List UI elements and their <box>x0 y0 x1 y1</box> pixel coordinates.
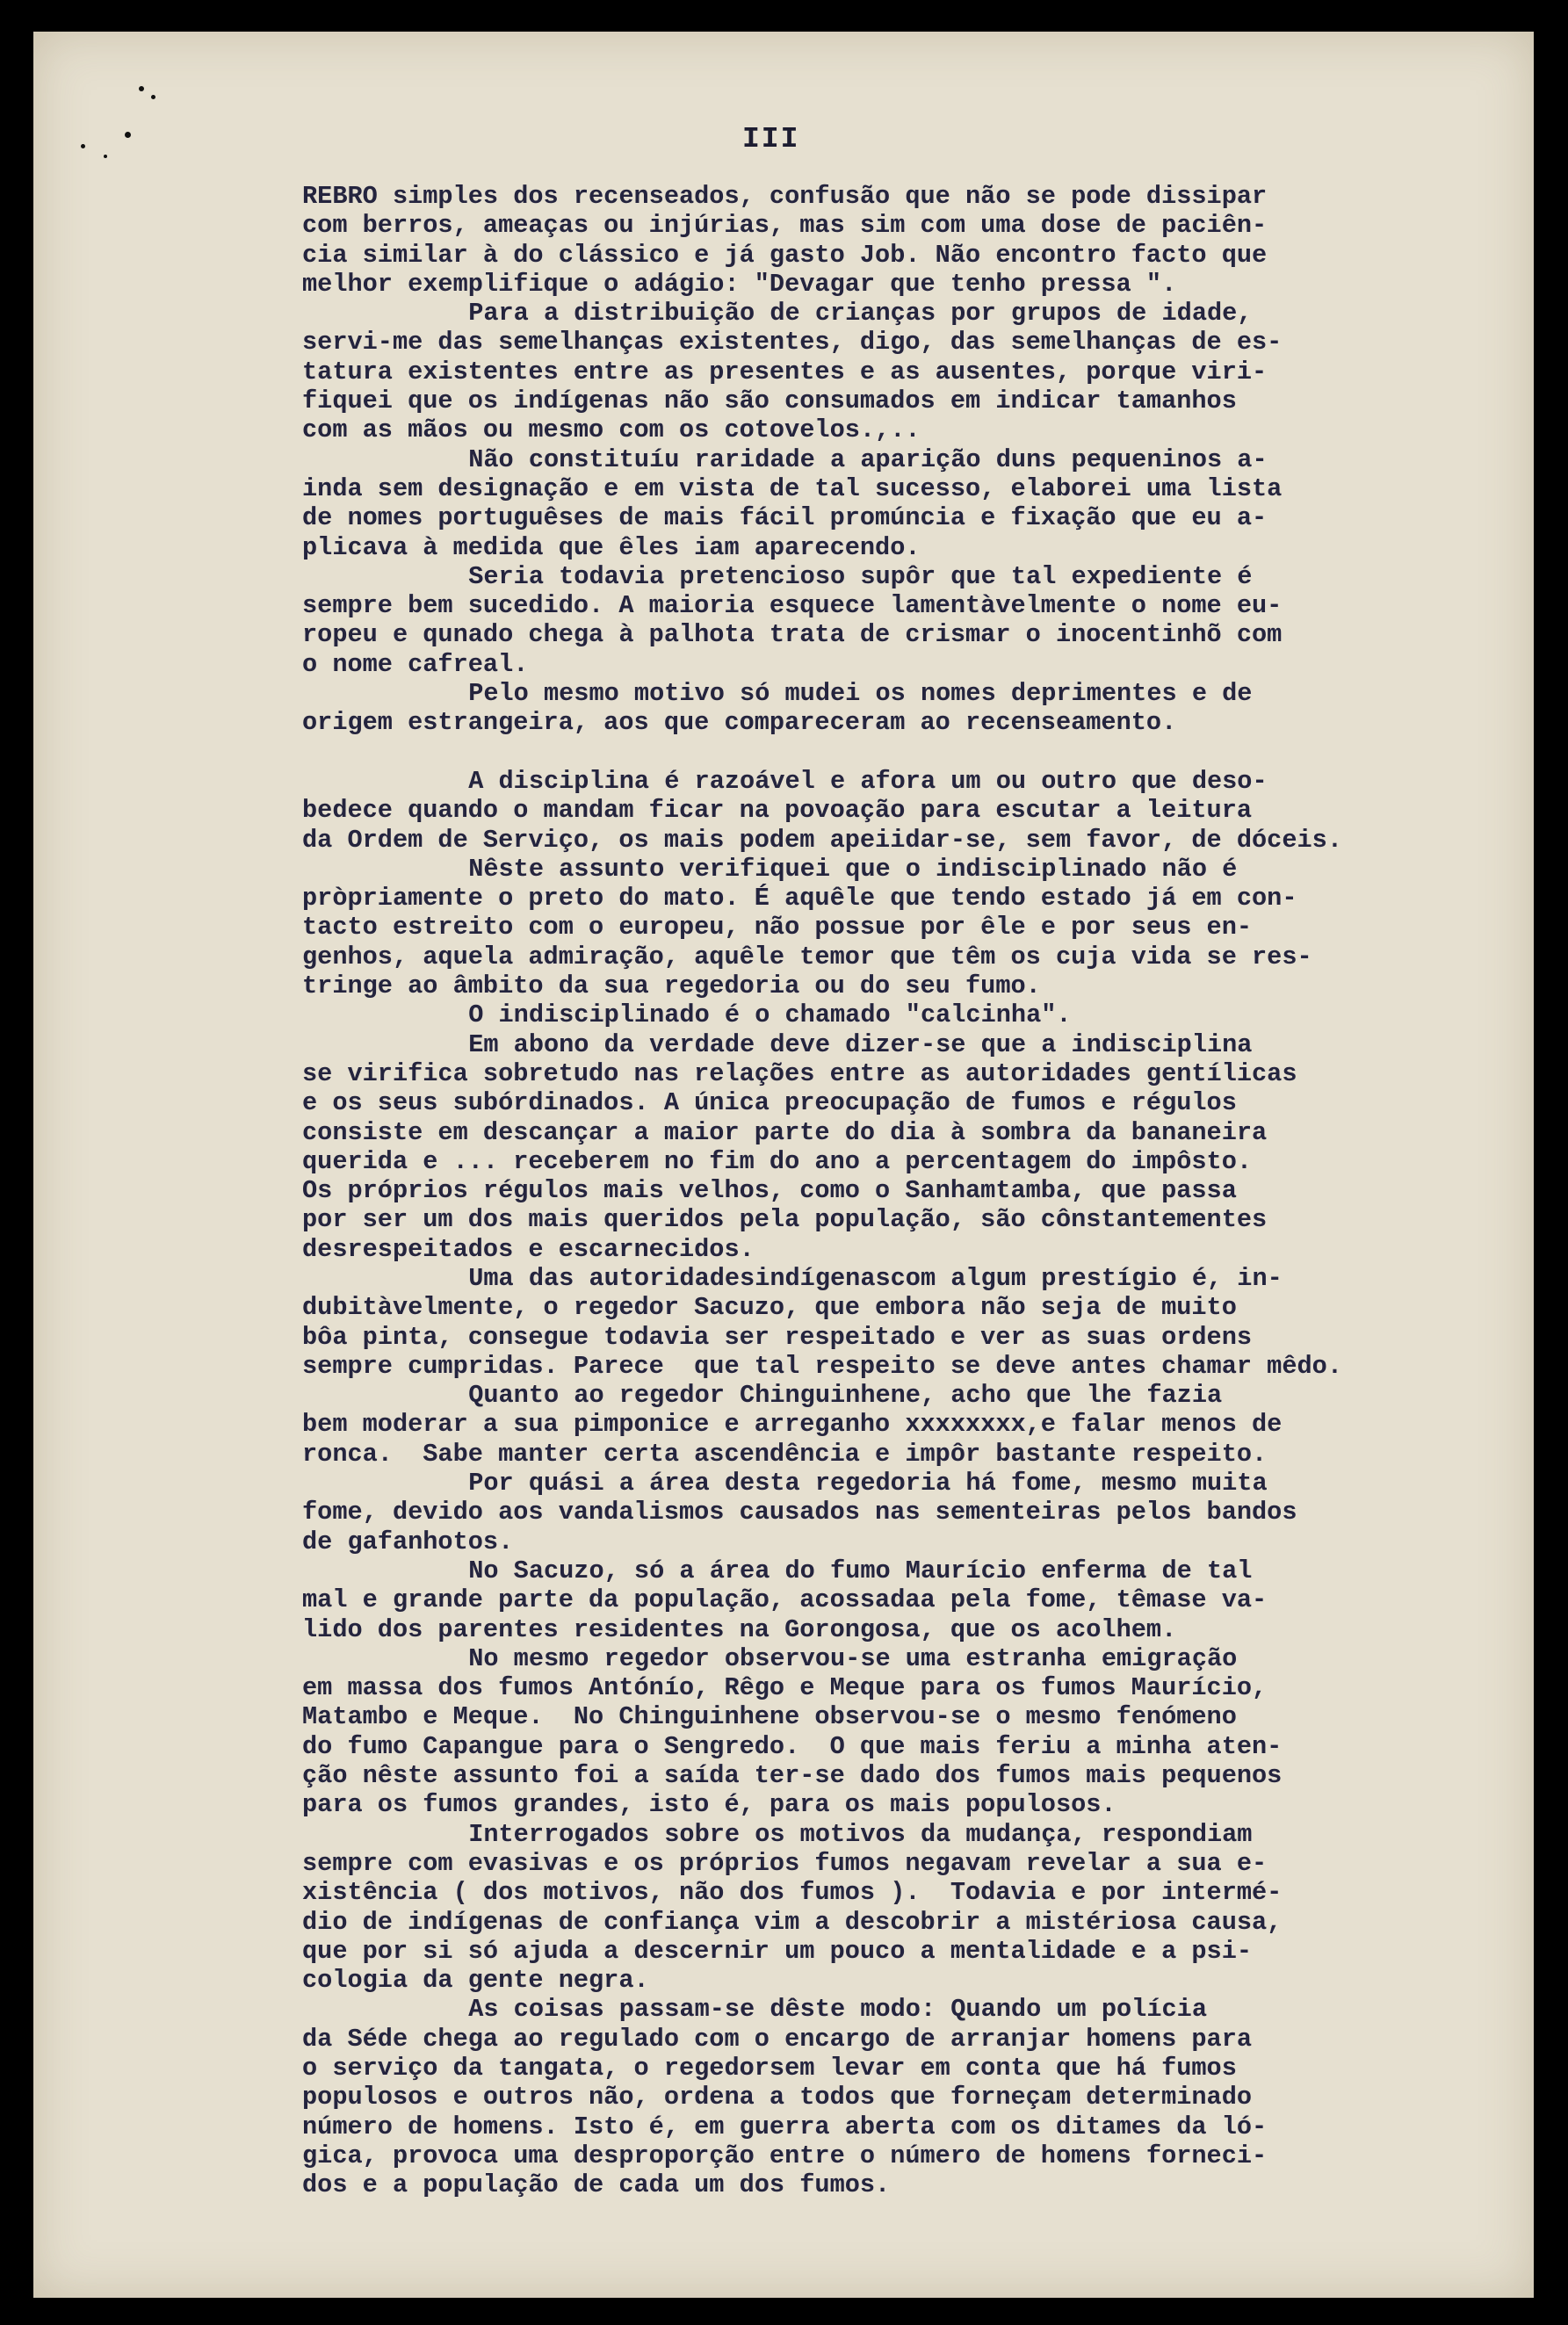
page-number: III <box>742 123 800 155</box>
text-line: mal e grande parte da população, acossadaa pela fome, têmase va- <box>302 1585 1268 1615</box>
text-line: tringe ao âmbito da sua regedoria ou do seu fumo. <box>302 971 1041 1001</box>
text-line: dio de indígenas de confiança vim a descobrir a mistériosa causa, <box>302 1907 1283 1937</box>
text-line: de nomes portuguêses de mais fácil promúncia e fixação que eu a- <box>302 503 1268 533</box>
text-line: O indisciplinado é o chamado "calcinha". <box>468 1000 1072 1030</box>
text-line: do fumo Capangue para o Sengredo. O que mais feriu a minha aten- <box>302 1731 1283 1761</box>
text-line: Os próprios régulos mais velhos, como o Sanhamtamba, que passa <box>302 1176 1237 1206</box>
text-line: As coisas passam-se dêste modo: Quando um polícia <box>468 1995 1207 2025</box>
text-line: da Ordem de Serviço, os mais podem apeiidar-se, sem favor, de dóceis. <box>302 825 1342 855</box>
text-line: No mesmo regedor observou-se uma estranha emigração <box>468 1643 1238 1673</box>
text-line: o nome cafreal. <box>302 649 529 679</box>
text-line: Para a distribuição de crianças por grupos de idade, <box>468 299 1253 329</box>
text-line: A disciplina é razoável e afora um ou outro que deso- <box>468 766 1268 796</box>
text-line: dos e a população de cada um dos fumos. <box>302 2170 891 2200</box>
ink-speck <box>81 144 85 148</box>
text-line: que por si só ajuda a descernir um pouco a mentalidade e a psi- <box>302 1936 1253 1966</box>
text-line: desrespeitados e escarnecidos. <box>302 1234 755 1264</box>
text-line: cologia da gente negra. <box>302 1966 649 1996</box>
text-line: fome, devido aos vandalismos causados nas sementeiras pelos bandos <box>302 1498 1297 1527</box>
text-line: Por quási a área desta regedoria há fome, mesmo muita <box>468 1469 1268 1498</box>
ink-speck <box>125 132 131 138</box>
text-line: gica, provoca uma desproporção entre o número de homens forneci- <box>302 2141 1268 2170</box>
text-line: ção nêste assunto foi a saída ter-se dado dos fumos mais pequenos <box>302 1761 1283 1791</box>
text-line: tatura existentes entre as presentes e as ausentes, porque viri- <box>302 357 1268 386</box>
ink-speck <box>151 95 155 99</box>
text-line: sempre cumpridas. Parece que tal respeito se deve antes chamar mêdo. <box>302 1351 1342 1381</box>
text-line: com as mãos ou mesmo com os cotovelos.,.. <box>302 415 921 445</box>
text-line: cia similar à do clássico e já gasto Job. Não encontro facto que <box>302 240 1268 270</box>
text-line: populosos e outros não, ordena a todos que forneçam determinado <box>302 2083 1253 2112</box>
text-line: Nêste assunto verifiquei que o indisciplinado não é <box>468 854 1238 884</box>
text-line: sempre com evasivas e os próprios fumos negavam revelar a sua e- <box>302 1848 1268 1878</box>
blank-line <box>302 738 1514 767</box>
ink-speck <box>139 86 144 91</box>
text-line: genhos, aquela admiração, aquêle temor que têm os cuja vida se res- <box>302 942 1312 971</box>
text-line: com berros, ameaças ou injúrias, mas sim com uma dose de paciên- <box>302 211 1268 241</box>
text-line: Em abono da verdade deve dizer-se que a indisciplina <box>468 1029 1253 1059</box>
text-line: origem estrangeira, aos que compareceram ao recenseamento. <box>302 708 1177 738</box>
text-line: Quanto ao regedor Chinguinhene, acho que lhe fazia <box>468 1381 1223 1411</box>
text-line: querida e ... receberem no fim do ano a percentagem do impôsto. <box>302 1146 1253 1176</box>
text-line: ronca. Sabe manter certa ascendência e impôr bastante respeito. <box>302 1439 1268 1469</box>
text-line: de gafanhotos. <box>302 1527 514 1556</box>
text-line: lido dos parentes residentes na Gorongosa, que os acolhem. <box>302 1614 1177 1644</box>
text-line: dubitàvelmente, o regedor Sacuzo, que embora não seja de muito <box>302 1293 1237 1323</box>
text-line: pròpriamente o preto do mato. É aquêle que tendo estado já em con- <box>302 884 1297 913</box>
text-line: melhor exemplifique o adágio: "Devagar que tenho pressa ". <box>302 269 1177 299</box>
ink-speck <box>104 155 107 158</box>
text-line: tacto estreito com o europeu, não possue por êle e por seus en- <box>302 913 1253 942</box>
text-line: Interrogados sobre os motivos da mudança, respondiam <box>468 1819 1253 1849</box>
text-line: Não constituíu raridade a aparição duns pequeninos a- <box>468 444 1268 474</box>
text-line: o serviço da tangata, o regedorsem levar em conta que há fumos <box>302 2054 1237 2083</box>
text-line: para os fumos grandes, isto é, para os mais populosos. <box>302 1790 1116 1820</box>
text-line: REBRO simples dos recenseados, confusão que não se pode dissipar <box>302 182 1268 211</box>
text-line: Matambo e Meque. No Chinguinhene observou-se o mesmo fenómeno <box>302 1702 1237 1732</box>
text-line: Uma das autoridadesindígenascom algum prestígio é, in- <box>468 1263 1283 1293</box>
text-line: bem moderar a sua pimponice e arreganho xxxxxxxx,e falar menos de <box>302 1410 1283 1440</box>
text-line: No Sacuzo, só a área do fumo Maurício enferma de tal <box>468 1556 1253 1585</box>
text-line: bedece quando o mandam ficar na povoação para escutar a leitura <box>302 796 1253 826</box>
text-line: consiste em descançar a maior parte do dia à sombra da bananeira <box>302 1117 1268 1147</box>
text-line: se virifica sobretudo nas relações entre as autoridades gentílicas <box>302 1058 1297 1088</box>
text-line: xistência ( dos motivos, não dos fumos ). Todavia e por intermé- <box>302 1878 1283 1908</box>
text-line: da Séde chega ao regulado com o encargo de arranjar homens para <box>302 2024 1253 2054</box>
text-line: inda sem designação e em vista de tal sucesso, elaborei uma lista <box>302 473 1283 503</box>
text-line: Seria todavia pretencioso supôr que tal expediente é <box>468 561 1253 591</box>
text-line: em massa dos fumos Antónío, Rêgo e Meque para os fumos Maurício, <box>302 1673 1268 1703</box>
text-line: número de homens. Isto é, em guerra aberta com os ditames da ló- <box>302 2112 1268 2141</box>
text-line: servi-me das semelhanças existentes, digo, das semelhanças de es- <box>302 328 1283 357</box>
document-body <box>302 182 1514 2199</box>
text-line: bôa pinta, consegue todavia ser respeitado e ver as suas ordens <box>302 1322 1253 1352</box>
text-line: e os seus subórdinados. A única preocupação de fumos e régulos <box>302 1088 1237 1118</box>
text-line: fiquei que os indígenas não são consumados em indicar tamanhos <box>302 386 1237 416</box>
text-line: por ser um dos mais queridos pela população, são cônstantementes <box>302 1205 1268 1235</box>
text-line: Pelo mesmo motivo só mudei os nomes deprimentes e de <box>468 679 1253 709</box>
text-line: ropeu e qunado chega à palhota trata de crismar o inocentinhõ com <box>302 620 1283 650</box>
text-line: plicava à medida que êles iam aparecendo. <box>302 532 921 562</box>
text-line: sempre bem sucedido. A maioria esquece lamentàvelmente o nome eu- <box>302 591 1283 621</box>
